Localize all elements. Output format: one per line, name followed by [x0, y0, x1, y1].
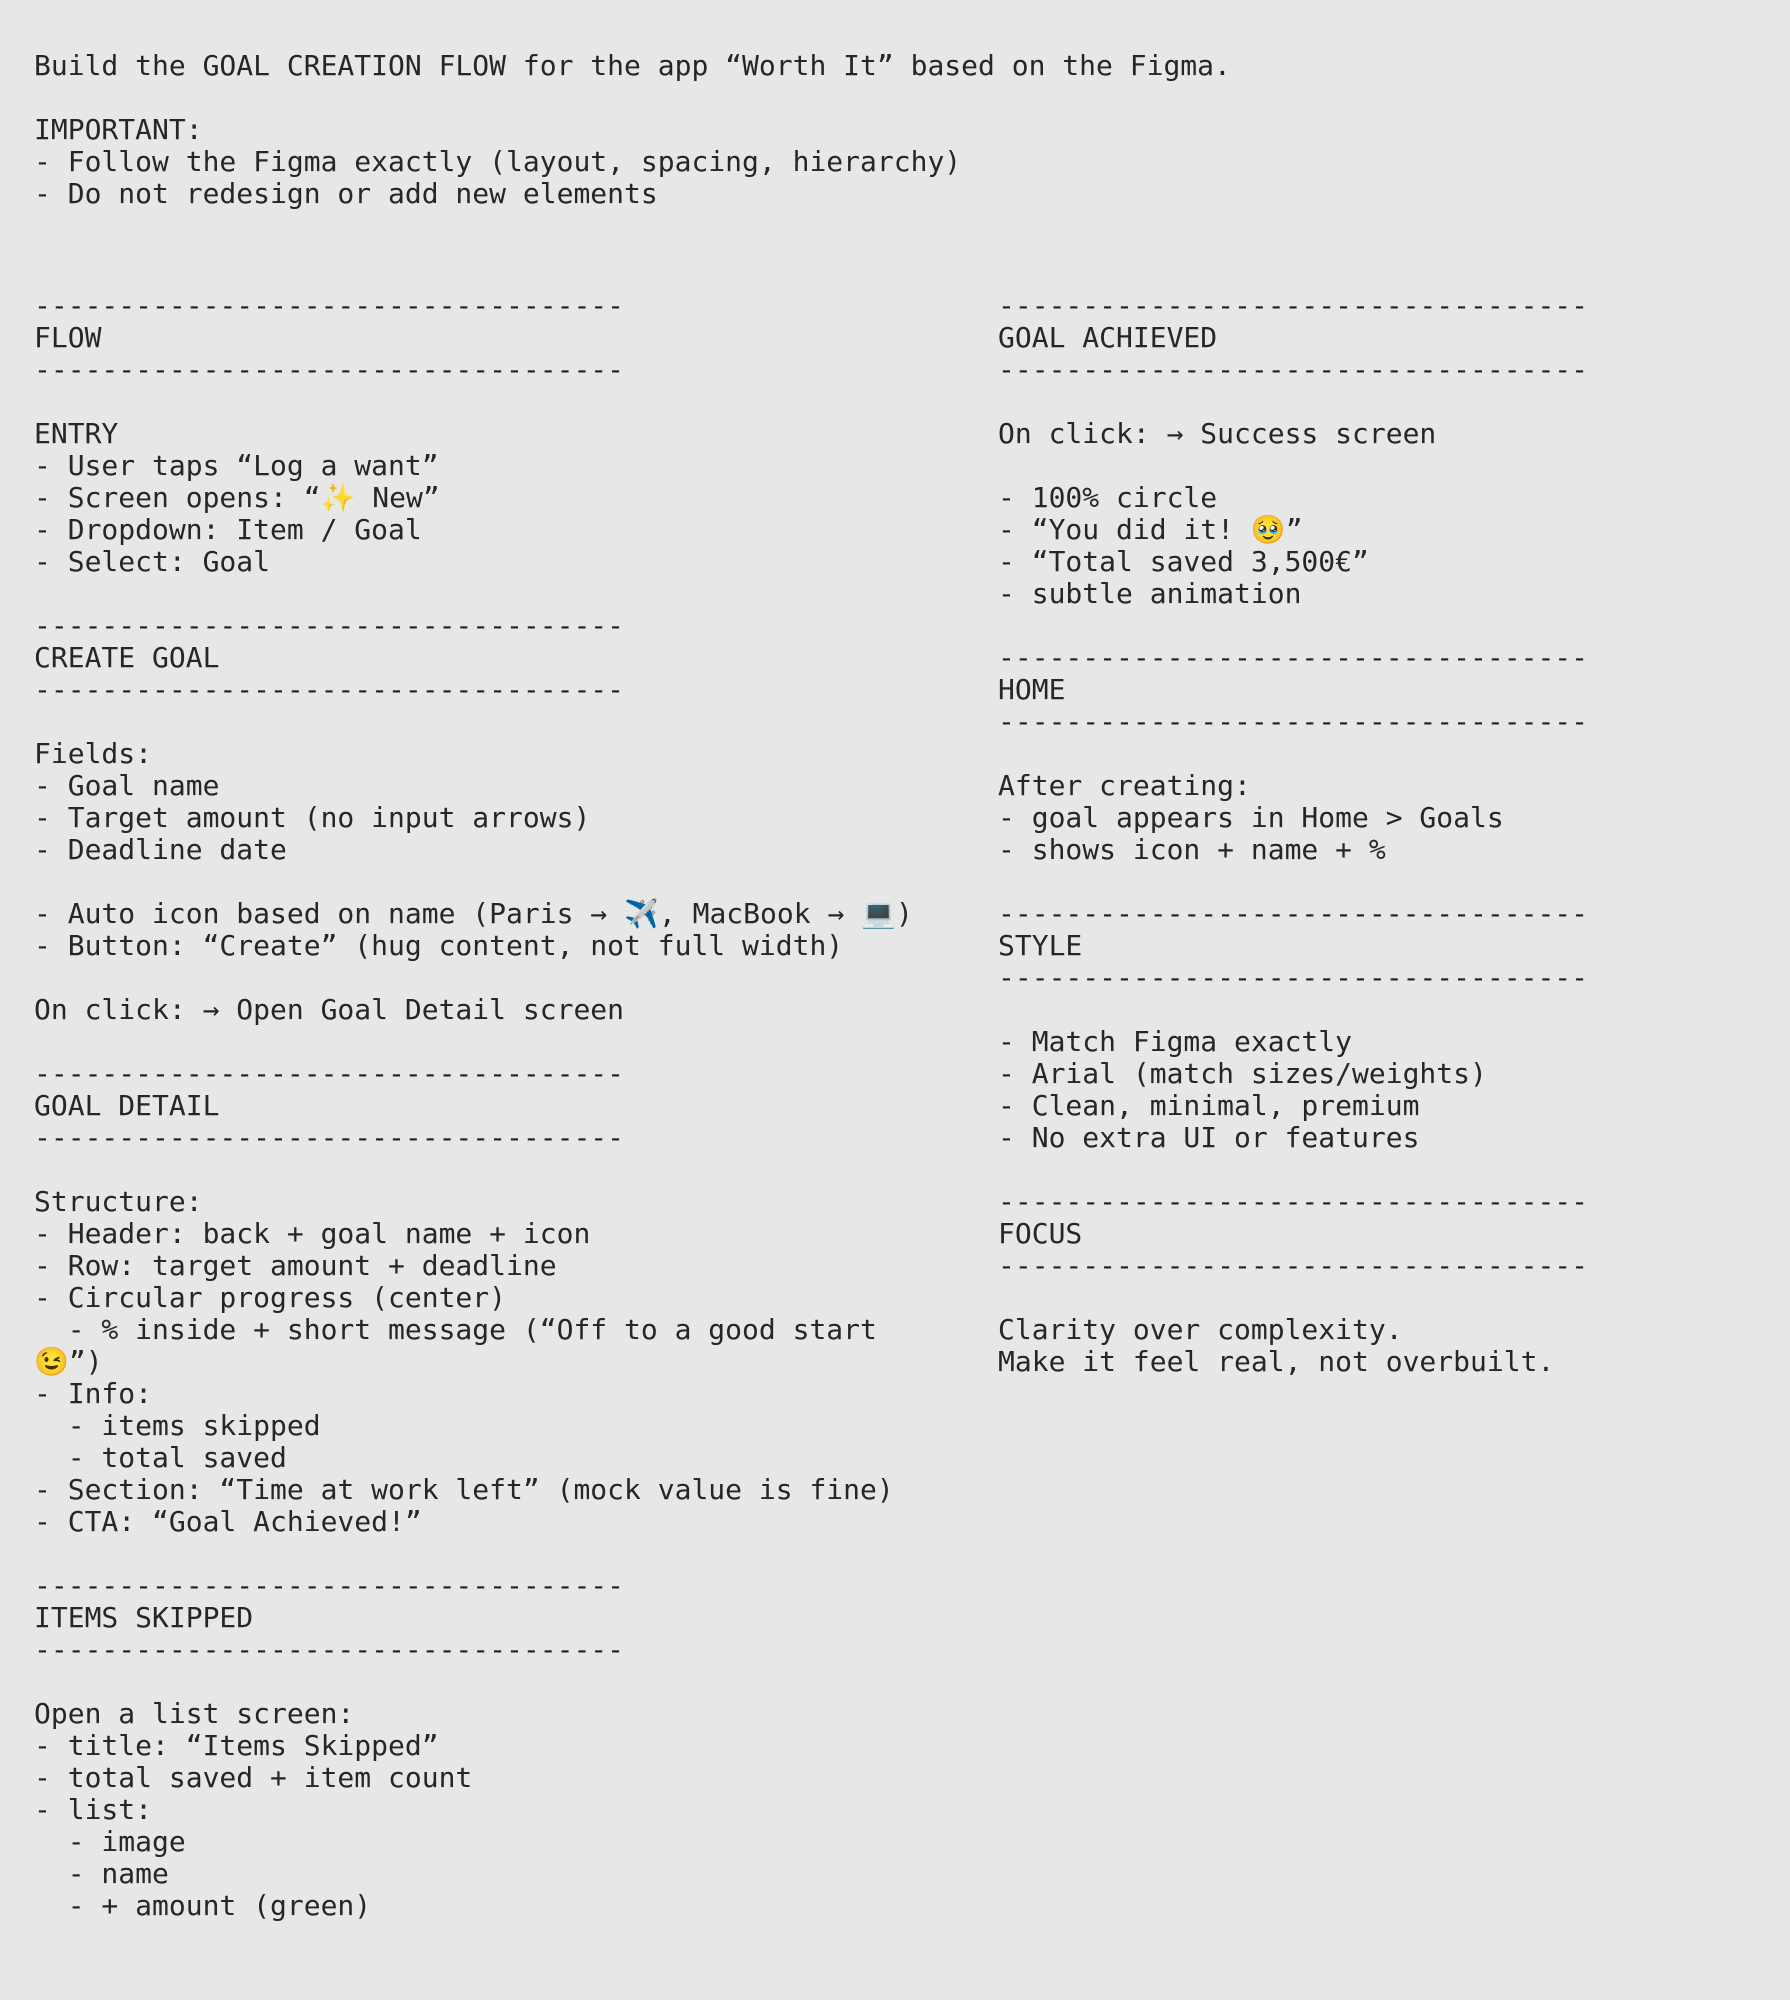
- left-column-line: 😉”): [34, 1345, 103, 1378]
- left-column-line: On click: → Open Goal Detail screen: [34, 993, 625, 1026]
- right-column-line: After creating:: [998, 769, 1251, 802]
- right-column-line: Clarity over complexity.: [998, 1313, 1403, 1346]
- left-column-line: - Info:: [34, 1377, 153, 1410]
- left-column-line: - Goal name: [34, 769, 220, 802]
- intro-line: Build the GOAL CREATION FLOW for the app “Worth It” based on the Figma.: [34, 49, 1231, 82]
- left-column-divider: -----------------------------------: [34, 1633, 625, 1666]
- left-column-line: - title: “Items Skipped”: [34, 1729, 439, 1762]
- right-column-line: - goal appears in Home > Goals: [998, 801, 1504, 834]
- right-column-divider: -----------------------------------: [998, 1185, 1589, 1218]
- right-column-line: - Arial (match sizes/weights): [998, 1057, 1487, 1090]
- left-column-divider: -----------------------------------: [34, 609, 625, 642]
- left-column-line: - Auto icon based on name (Paris → ✈️, MacBook → 💻): [34, 897, 913, 930]
- right-column-line: - 100% circle: [998, 481, 1218, 514]
- left-column-line: FLOW: [34, 321, 102, 354]
- intro-line: IMPORTANT:: [34, 113, 203, 146]
- right-column-divider: -----------------------------------: [998, 705, 1589, 738]
- left-column-line: - Button: “Create” (hug content, not full width): [34, 929, 844, 962]
- right-column-divider: -----------------------------------: [998, 641, 1589, 674]
- left-column-line: GOAL DETAIL: [34, 1089, 220, 1122]
- left-column-line: - CTA: “Goal Achieved!”: [34, 1505, 422, 1538]
- left-column-line: - Deadline date: [34, 833, 287, 866]
- right-column-line: - subtle animation: [998, 577, 1302, 610]
- left-column-line: - Screen opens: “✨ New”: [34, 481, 440, 514]
- left-column-divider: -----------------------------------: [34, 673, 625, 706]
- right-column-line: FOCUS: [998, 1217, 1083, 1250]
- left-column-line: CREATE GOAL: [34, 641, 220, 674]
- intro-line: - Do not redesign or add new elements: [34, 177, 658, 210]
- left-column-line: - Target amount (no input arrows): [34, 801, 591, 834]
- left-column-divider: -----------------------------------: [34, 1121, 625, 1154]
- left-column-line: - + amount (green): [34, 1889, 372, 1922]
- left-column-divider: -----------------------------------: [34, 1569, 625, 1602]
- left-column-line: - Header: back + goal name + icon: [34, 1217, 591, 1250]
- left-column-line: - Row: target amount + deadline: [34, 1249, 557, 1282]
- right-column-line: On click: → Success screen: [998, 417, 1437, 450]
- right-column-line: - Clean, minimal, premium: [998, 1089, 1420, 1122]
- right-column-divider: -----------------------------------: [998, 961, 1589, 994]
- left-column-line: - Circular progress (center): [34, 1281, 507, 1314]
- left-column-line: - name: [34, 1857, 169, 1890]
- left-column-line: - Select: Goal: [34, 545, 271, 578]
- left-column-line: - list:: [34, 1793, 153, 1826]
- left-column-line: - User taps “Log a want”: [34, 449, 439, 482]
- left-column-line: ENTRY: [34, 417, 119, 450]
- right-column-divider: -----------------------------------: [998, 897, 1589, 930]
- left-column-line: - total saved + item count: [34, 1761, 473, 1794]
- right-column-line: Make it feel real, not overbuilt.: [998, 1345, 1555, 1378]
- right-column-line: - “Total saved 3,500€”: [998, 545, 1369, 578]
- left-column-line: - % inside + short message (“Off to a good start: [34, 1313, 877, 1346]
- right-column-divider: -----------------------------------: [998, 1249, 1589, 1282]
- left-column-line: - Section: “Time at work left” (mock value is fine): [34, 1473, 894, 1506]
- left-column-line: - items skipped: [34, 1409, 321, 1442]
- left-column-line: - image: [34, 1825, 186, 1858]
- intro-line: - Follow the Figma exactly (layout, spacing, hierarchy): [34, 145, 962, 178]
- left-column-line: - total saved: [34, 1441, 287, 1474]
- right-column-line: GOAL ACHIEVED: [998, 321, 1218, 354]
- right-column-line: STYLE: [998, 929, 1083, 962]
- right-column-line: - No extra UI or features: [998, 1121, 1420, 1154]
- right-column-line: - “You did it! 🥹”: [998, 513, 1303, 546]
- left-column-line: - Dropdown: Item / Goal: [34, 513, 422, 546]
- left-column-divider: -----------------------------------: [34, 1057, 625, 1090]
- right-column-line: HOME: [998, 673, 1066, 706]
- left-column-line: Fields:: [34, 737, 153, 770]
- right-column-divider: -----------------------------------: [998, 353, 1589, 386]
- right-column-line: - shows icon + name + %: [998, 833, 1386, 866]
- left-column-line: Open a list screen:: [34, 1697, 355, 1730]
- left-column-divider: -----------------------------------: [34, 353, 625, 386]
- left-column-line: Structure:: [34, 1185, 203, 1218]
- left-column-divider: -----------------------------------: [34, 289, 625, 322]
- right-column-line: - Match Figma exactly: [998, 1025, 1353, 1058]
- right-column-divider: -----------------------------------: [998, 289, 1589, 322]
- left-column-line: ITEMS SKIPPED: [34, 1601, 254, 1634]
